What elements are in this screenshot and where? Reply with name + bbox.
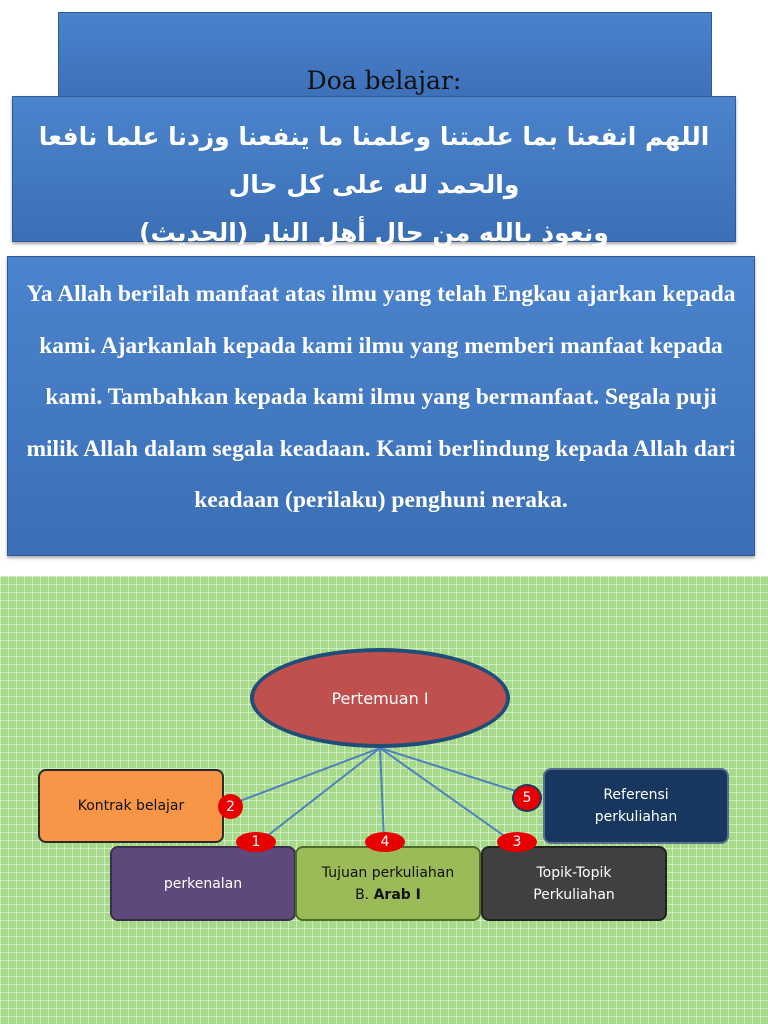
node-perkenalan xyxy=(110,846,296,921)
node-topik-label-1: Topik-Topik xyxy=(536,864,612,881)
badge-2: 2 xyxy=(218,794,243,819)
connector-kontrak xyxy=(232,748,380,804)
badge-4: 4 xyxy=(365,832,405,852)
node-topik-label-2: Perkuliahan xyxy=(533,886,615,903)
connector-referensi xyxy=(380,748,525,794)
center-node-label: Pertemuan I xyxy=(331,688,429,708)
node-topik-perkuliahan xyxy=(481,846,667,921)
node-perkenalan-label: perkenalan xyxy=(163,875,243,892)
badge-3: 3 xyxy=(497,832,537,852)
node-referensi-perkuliahan xyxy=(543,768,729,844)
node-tujuan-label-bold: Arab I xyxy=(373,886,421,903)
node-tujuan-label-2 xyxy=(322,884,454,906)
connector-topik xyxy=(380,748,510,840)
badge-5: 5 xyxy=(512,784,542,812)
arabic-line-2: ونعوذ بالله من حال أهل النار (الحديث) xyxy=(139,218,609,247)
node-referensi-label-1: Referensi xyxy=(603,787,669,803)
node-tujuan-perkuliahan xyxy=(295,846,481,921)
center-node-pertemuan xyxy=(250,648,510,748)
node-kontrak-label: Kontrak belajar xyxy=(77,798,185,814)
node-kontrak-belajar xyxy=(38,769,224,843)
node-referensi-label-2: perkuliahan xyxy=(594,809,678,825)
translation-text: Ya Allah berilah manfaat atas ilmu yang telah Engkau ajarkan kepada kami. Ajarkanlah kepada kami ilmu yang memberi manfaat kepada kami. Tambahkan kepada kami ilmu yang bermanfaat. Segala puji milik Allah dalam segala keadaan. Kami berlindung kepada Allah dari keadaan (perilaku) penghuni neraka. xyxy=(26,281,736,513)
node-tujuan-label-1: Tujuan perkuliahan xyxy=(321,864,455,881)
connector-perkenalan xyxy=(262,748,380,840)
node-tujuan-label-prefix: B. xyxy=(355,886,374,903)
connector-tujuan xyxy=(380,748,384,840)
badge-1: 1 xyxy=(236,832,276,852)
page-title: Doa belajar: xyxy=(306,66,462,95)
arabic-line-1: اللهم انفعنا بما علمتنا وعلمنا ما ينفعنا وزدنا علما نافعا والحمد لله على كل حال xyxy=(38,122,710,199)
